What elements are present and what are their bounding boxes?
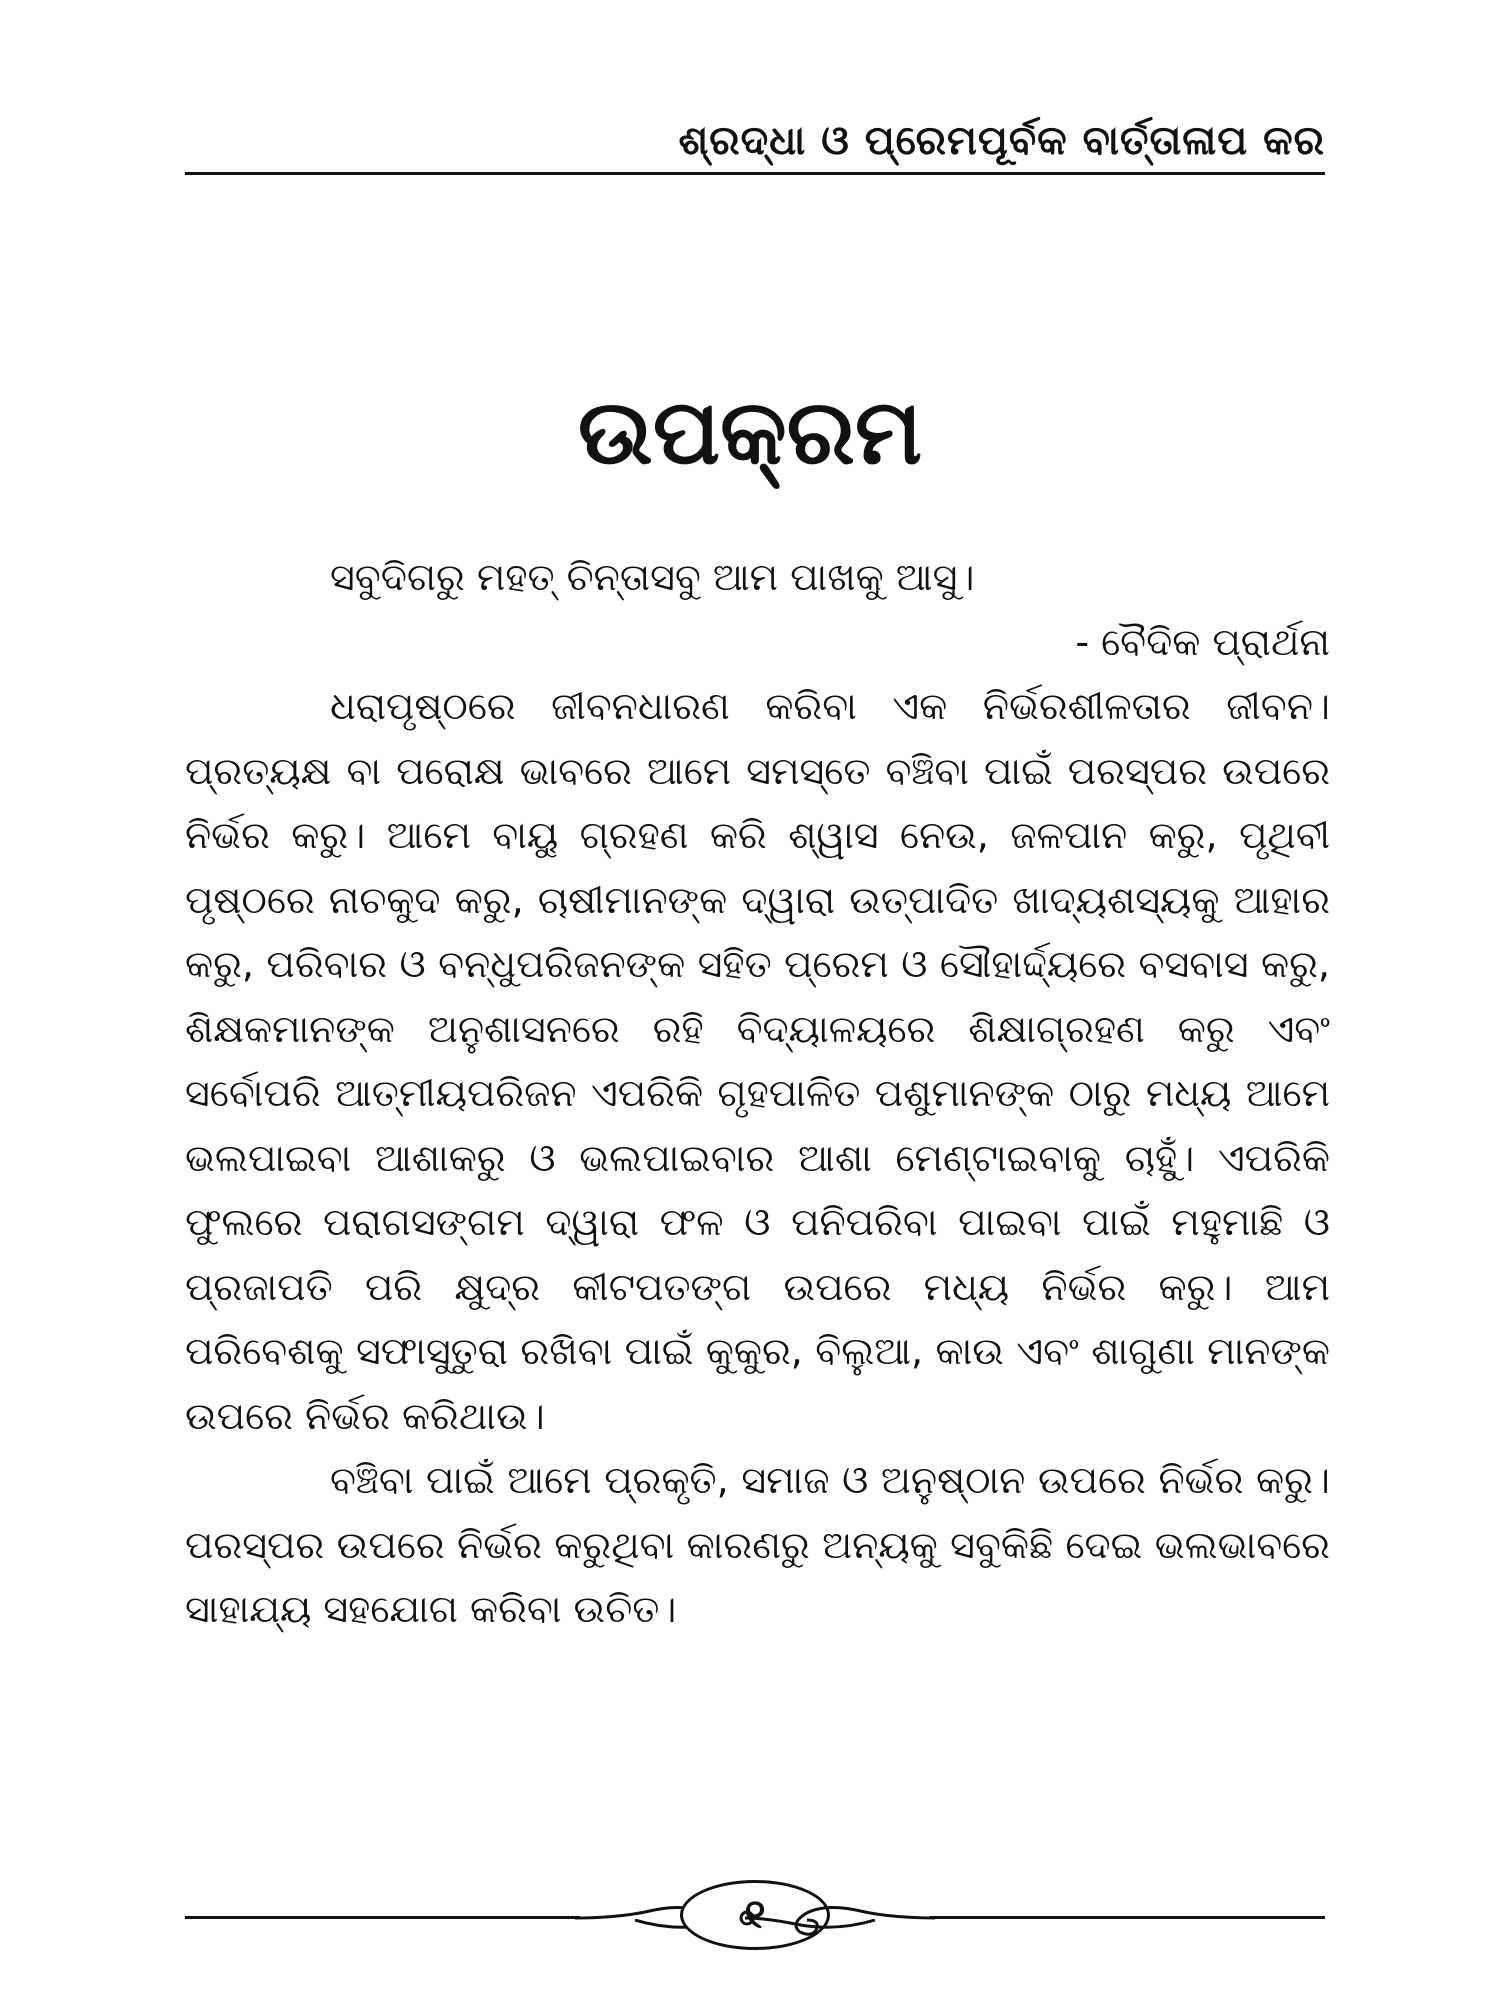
epigraph-quote: ସବୁଦିଗରୁ ମହତ୍ ଚିନ୍ତାସବୁ ଆମ ପାଖକୁ ଆସୁ। bbox=[330, 555, 975, 599]
flourish-right-icon bbox=[735, 1888, 935, 1948]
footer-rule-left bbox=[185, 1916, 580, 1919]
page-number: ୧ bbox=[680, 1880, 830, 1950]
header-rule bbox=[185, 172, 1325, 175]
chapter-title: ଉପକ୍ରମ bbox=[577, 380, 923, 485]
epigraph-attribution: - ବୈଦିକ ପ୍ରାର୍ଥନା bbox=[1075, 619, 1330, 664]
body-text bbox=[185, 545, 1330, 1642]
paragraph-1: ଧରାପୃଷ୍ଠରେ ଜୀବନଧାରଣ କରିବା ଏକ ନିର୍ଭରଶୀଳତାର ଜୀବନ। ପ୍ରତ୍ୟକ୍ଷ ବା ପରୋକ୍ଷ ଭାବରେ ଆମେ ସମସ୍ତେ ବଞ୍ଚିବା ପାଇଁ ପରସ୍ପର ଉପରେ ନିର୍ଭର କରୁ। ଆମେ ବାୟୁ ଗ୍ରହଣ କରି ଶ୍ୱାସ ନେଉ, ଜଳପାନ କରୁ, ପୃଥିବୀ ପୃଷ୍ଠରେ ନାଚକୁଦ କରୁ, ଚାଷୀମାନଙ୍କ ଦ୍ୱାରା ଉତ୍ପାଦିତ ଖାଦ୍ୟଶସ୍ୟକୁ ଆହାର କରୁ, ପରିବାର ଓ ବନ୍ଧୁପରିଜନଙ୍କ ସହିତ ପ୍ରେମ ଓ ସୌହାର୍ଦ୍ଦ୍ୟରେ ବସବାସ କରୁ, ଶିକ୍ଷକମାନଙ୍କ ଅନୁଶାସନରେ ରହି ବିଦ୍ୟାଳୟରେ ଶିକ୍ଷାଗ୍ରହଣ କରୁ ଏବଂ ସର୍ବୋପରି ଆତ୍ମୀୟପରିଜନ ଏପରିକି ଗୃହପାଳିତ ପଶୁମାନଙ୍କ ଠାରୁ ମଧ୍ୟ ଆମେ ଭଲପାଇବା ଆଶାକରୁ ଓ ଭଲପାଇବାର ଆଶା ମେଣ୍ଟାଇବାକୁ ଚାହୁଁ। ଏପରିକି ଫୁଲରେ ପରାଗସଙ୍ଗମ ଦ୍ୱାରା ଫଳ ଓ ପନିପରିବା ପାଇବା ପାଇଁ ମହୁମାଛି ଓ ପ୍ରଜାପତି ପରି କ୍ଷୁଦ୍ର କୀଟପତଙ୍ଗ ଉପରେ ମଧ୍ୟ ନିର୍ଭର କରୁ। ଆମ ପରିବେଶକୁ ସଫାସୁତୁରା ରଖିବା ପାଇଁ କୁକୁର, ବିଲୁଆ, କାଉ ଏବଂ ଶାଗୁଣା ମାନଙ୍କ ଉପରେ ନିର୍ଭର କରିଥାଉ। bbox=[185, 684, 1330, 1438]
paragraph-2: ବଞ୍ଚିବା ପାଇଁ ଆମେ ପ୍ରକୃତି, ସମାଜ ଓ ଅନୁଷ୍ଠାନ ଉପରେ ନିର୍ଭର କରୁ। ପରସ୍ପର ଉପରେ ନିର୍ଭର କରୁଥିବା କାରଣରୁ ଅନ୍ୟକୁ ସବୁକିଛି ଦେଇ ଭଲଭାବରେ ସାହାଯ୍ୟ ସହଯୋଗ କରିବା ଉଚିତ। bbox=[185, 1458, 1330, 1631]
footer-rule-right bbox=[930, 1916, 1325, 1919]
running-header: ଶ୍ରଦ୍ଧା ଓ ପ୍ରେମପୂର୍ବକ ବାର୍ତ୍ତାଳାପ କର bbox=[678, 118, 1325, 164]
page-footer bbox=[185, 1878, 1325, 1958]
